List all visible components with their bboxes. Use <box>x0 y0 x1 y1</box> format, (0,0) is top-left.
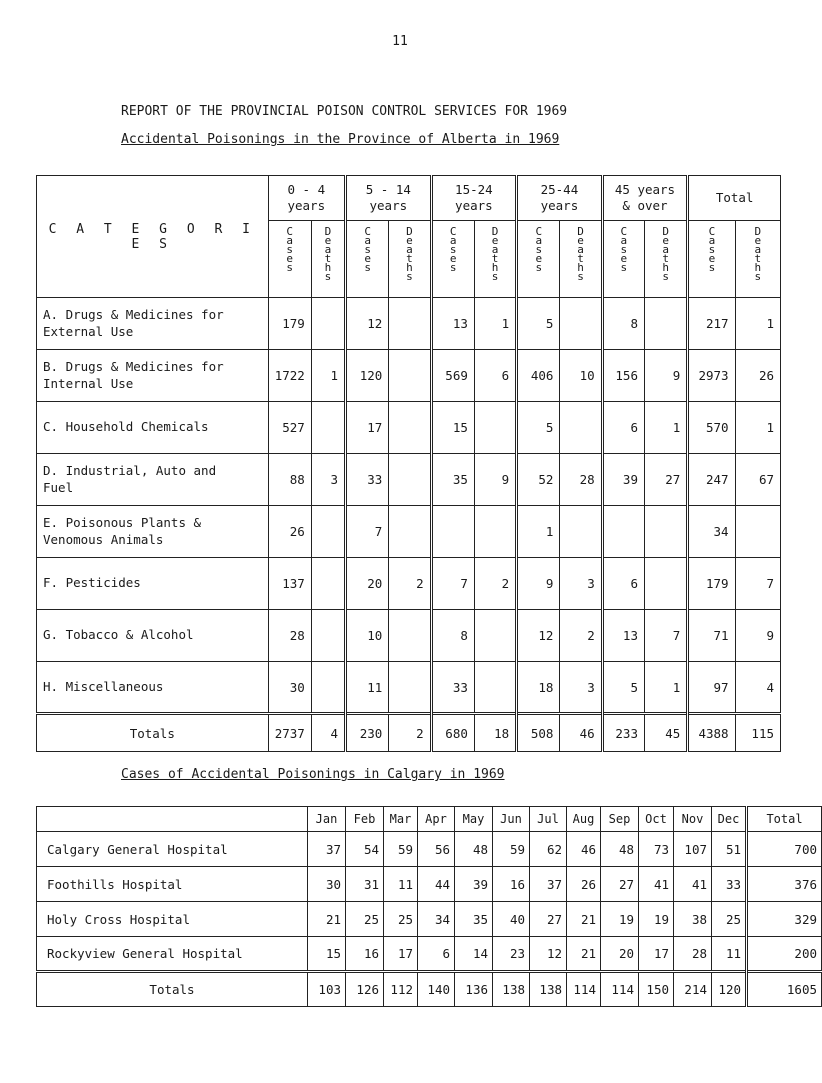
deaths-cell <box>644 298 687 350</box>
month-total-cell: 138 <box>493 972 530 1007</box>
deaths-cell: 10 <box>560 350 602 402</box>
total-cases-cell: 233 <box>602 714 644 752</box>
total-deaths-cell: 46 <box>560 714 602 752</box>
month-cell: 17 <box>384 937 418 972</box>
cases-cell: 15 <box>431 402 474 454</box>
deaths-cell: 6 <box>474 350 516 402</box>
total-deaths-cell: 45 <box>644 714 687 752</box>
deaths-cell <box>311 298 345 350</box>
month-total-cell: 103 <box>308 972 346 1007</box>
deaths-cell: 4 <box>735 662 780 714</box>
month-cell: 48 <box>455 832 493 867</box>
total-cases-cell: 4388 <box>688 714 735 752</box>
month-cell: 38 <box>674 902 712 937</box>
cases-cell: 18 <box>517 662 560 714</box>
month-total-cell: 136 <box>455 972 493 1007</box>
totals-label: Totals <box>37 972 308 1007</box>
cases-cell: 11 <box>346 662 389 714</box>
cases-cell: 5 <box>517 298 560 350</box>
poisonings-by-age-table <box>36 175 781 752</box>
month-cell: 40 <box>493 902 530 937</box>
cases-cell: 1 <box>517 506 560 558</box>
deaths-cell: 1 <box>735 298 780 350</box>
deaths-cell: 3 <box>560 662 602 714</box>
deaths-cell: 7 <box>644 610 687 662</box>
total-deaths-cell: 115 <box>735 714 780 752</box>
month-cell: 34 <box>418 902 455 937</box>
deaths-cell <box>389 298 431 350</box>
month-cell: 59 <box>384 832 418 867</box>
month-cell: 20 <box>601 937 639 972</box>
cases-cell: 2973 <box>688 350 735 402</box>
deaths-cell: 9 <box>735 610 780 662</box>
cases-cell: 9 <box>517 558 560 610</box>
month-cell: 31 <box>346 867 384 902</box>
deaths-cell: 9 <box>644 350 687 402</box>
month-cell: 27 <box>530 902 567 937</box>
category-row <box>37 454 781 506</box>
hospital-row <box>37 832 822 867</box>
deaths-cell <box>311 402 345 454</box>
deaths-cell: 2 <box>474 558 516 610</box>
age-group-header: 25-44 years <box>517 176 603 221</box>
deaths-cell: 27 <box>644 454 687 506</box>
month-cell: 21 <box>308 902 346 937</box>
age-group-header: 5 - 14 years <box>346 176 432 221</box>
month-cell: 19 <box>601 902 639 937</box>
cases-cell: 247 <box>688 454 735 506</box>
cases-cell: 28 <box>268 610 311 662</box>
month-cell: 19 <box>639 902 674 937</box>
category-row <box>37 662 781 714</box>
cases-cell: 12 <box>517 610 560 662</box>
hospital-name: Rockyview General Hospital <box>37 937 308 972</box>
month-header: Aug <box>567 807 601 832</box>
total-header: Total <box>747 807 822 832</box>
month-total-cell: 120 <box>712 972 747 1007</box>
deaths-cell <box>735 506 780 558</box>
cases-subheader: Cases <box>268 221 311 298</box>
category-label: F. Pesticides <box>37 558 269 610</box>
month-cell: 41 <box>674 867 712 902</box>
deaths-cell <box>311 662 345 714</box>
month-cell: 17 <box>639 937 674 972</box>
cases-cell: 179 <box>688 558 735 610</box>
month-cell: 11 <box>384 867 418 902</box>
deaths-cell <box>389 610 431 662</box>
totals-row <box>37 714 781 752</box>
cases-cell: 5 <box>517 402 560 454</box>
deaths-subheader: Deaths <box>644 221 687 298</box>
totals-label: Totals <box>37 714 269 752</box>
month-total-cell: 138 <box>530 972 567 1007</box>
month-cell: 56 <box>418 832 455 867</box>
month-cell: 25 <box>346 902 384 937</box>
deaths-cell <box>560 506 602 558</box>
age-group-header: 0 - 4 years <box>268 176 346 221</box>
deaths-cell: 3 <box>311 454 345 506</box>
month-total-cell: 114 <box>567 972 601 1007</box>
hospital-row <box>37 937 822 972</box>
cases-cell: 8 <box>431 610 474 662</box>
month-header: Feb <box>346 807 384 832</box>
deaths-cell <box>311 558 345 610</box>
category-row <box>37 506 781 558</box>
calgary-hospitals-table <box>36 806 822 1007</box>
category-row <box>37 350 781 402</box>
deaths-cell <box>389 506 431 558</box>
cases-subheader: Cases <box>688 221 735 298</box>
month-cell: 25 <box>712 902 747 937</box>
cases-cell: 7 <box>431 558 474 610</box>
month-cell: 73 <box>639 832 674 867</box>
month-header: Jan <box>308 807 346 832</box>
cases-subheader: Cases <box>346 221 389 298</box>
hospital-total-cell: 700 <box>747 832 822 867</box>
category-label: G. Tobacco & Alcohol <box>37 610 269 662</box>
category-row <box>37 298 781 350</box>
cases-cell: 5 <box>602 662 644 714</box>
hospital-total-cell: 329 <box>747 902 822 937</box>
category-row <box>37 558 781 610</box>
month-cell: 26 <box>567 867 601 902</box>
month-cell: 6 <box>418 937 455 972</box>
deaths-cell <box>389 662 431 714</box>
cases-cell: 17 <box>346 402 389 454</box>
hospital-row <box>37 902 822 937</box>
deaths-cell <box>311 610 345 662</box>
category-label: D. Industrial, Auto and Fuel <box>37 454 269 506</box>
month-cell: 21 <box>567 902 601 937</box>
month-header: Sep <box>601 807 639 832</box>
cases-cell: 10 <box>346 610 389 662</box>
hospital-header-blank <box>37 807 308 832</box>
deaths-cell <box>389 402 431 454</box>
category-label: A. Drugs & Medicines for External Use <box>37 298 269 350</box>
cases-cell: 97 <box>688 662 735 714</box>
cases-cell: 34 <box>688 506 735 558</box>
cases-cell: 33 <box>431 662 474 714</box>
total-deaths-cell: 18 <box>474 714 516 752</box>
month-header: Dec <box>712 807 747 832</box>
total-cases-cell: 680 <box>431 714 474 752</box>
totals-row <box>37 972 822 1007</box>
month-cell: 21 <box>567 937 601 972</box>
cases-cell: 8 <box>602 298 644 350</box>
total-group-header: Total <box>688 176 781 221</box>
month-cell: 11 <box>712 937 747 972</box>
deaths-cell: 1 <box>311 350 345 402</box>
deaths-cell: 1 <box>474 298 516 350</box>
cases-cell: 52 <box>517 454 560 506</box>
month-cell: 35 <box>455 902 493 937</box>
cases-subheader: Cases <box>602 221 644 298</box>
cases-cell: 30 <box>268 662 311 714</box>
deaths-cell <box>474 610 516 662</box>
month-cell: 41 <box>639 867 674 902</box>
deaths-cell <box>644 558 687 610</box>
deaths-cell: 1 <box>644 402 687 454</box>
deaths-cell: 2 <box>389 558 431 610</box>
cases-cell: 406 <box>517 350 560 402</box>
deaths-subheader: Deaths <box>389 221 431 298</box>
page-number: 11 <box>392 34 408 49</box>
month-header: Jun <box>493 807 530 832</box>
month-cell: 37 <box>530 867 567 902</box>
cases-cell: 569 <box>431 350 474 402</box>
deaths-cell <box>474 506 516 558</box>
cases-cell <box>431 506 474 558</box>
deaths-cell <box>389 454 431 506</box>
deaths-subheader: Deaths <box>735 221 780 298</box>
total-cases-cell: 2737 <box>268 714 311 752</box>
month-cell: 27 <box>601 867 639 902</box>
month-cell: 16 <box>493 867 530 902</box>
calgary-section-title: Cases of Accidental Poisonings in Calgary in 1969 <box>121 767 505 782</box>
deaths-cell: 9 <box>474 454 516 506</box>
cases-cell: 20 <box>346 558 389 610</box>
month-header: May <box>455 807 493 832</box>
month-cell: 46 <box>567 832 601 867</box>
deaths-cell: 1 <box>735 402 780 454</box>
month-cell: 59 <box>493 832 530 867</box>
deaths-cell: 28 <box>560 454 602 506</box>
report-subtitle: Accidental Poisonings in the Province of Alberta in 1969 <box>121 132 560 147</box>
month-header: Apr <box>418 807 455 832</box>
hospital-name: Holy Cross Hospital <box>37 902 308 937</box>
month-total-cell: 140 <box>418 972 455 1007</box>
category-row <box>37 402 781 454</box>
cases-cell: 7 <box>346 506 389 558</box>
month-cell: 37 <box>308 832 346 867</box>
hospital-name: Calgary General Hospital <box>37 832 308 867</box>
deaths-cell <box>474 662 516 714</box>
month-cell: 48 <box>601 832 639 867</box>
category-label: B. Drugs & Medicines for Internal Use <box>37 350 269 402</box>
cases-cell: 527 <box>268 402 311 454</box>
category-label: H. Miscellaneous <box>37 662 269 714</box>
month-cell: 14 <box>455 937 493 972</box>
deaths-cell: 7 <box>735 558 780 610</box>
age-group-header: 15-24 years <box>431 176 517 221</box>
month-total-cell: 114 <box>601 972 639 1007</box>
hospital-total-cell: 200 <box>747 937 822 972</box>
month-cell: 51 <box>712 832 747 867</box>
hospital-row <box>37 867 822 902</box>
cases-cell: 12 <box>346 298 389 350</box>
deaths-cell <box>311 506 345 558</box>
cases-cell: 137 <box>268 558 311 610</box>
cases-cell: 1722 <box>268 350 311 402</box>
deaths-cell: 2 <box>560 610 602 662</box>
category-label: E. Poisonous Plants & Venomous Animals <box>37 506 269 558</box>
month-header: Oct <box>639 807 674 832</box>
deaths-cell <box>474 402 516 454</box>
month-cell: 16 <box>346 937 384 972</box>
month-cell: 12 <box>530 937 567 972</box>
deaths-cell <box>389 350 431 402</box>
category-row <box>37 610 781 662</box>
total-deaths-cell: 2 <box>389 714 431 752</box>
month-cell: 54 <box>346 832 384 867</box>
month-header: Mar <box>384 807 418 832</box>
cases-cell: 13 <box>431 298 474 350</box>
month-cell: 62 <box>530 832 567 867</box>
month-header: Nov <box>674 807 712 832</box>
deaths-subheader: Deaths <box>560 221 602 298</box>
month-header: Jul <box>530 807 567 832</box>
month-cell: 23 <box>493 937 530 972</box>
month-cell: 25 <box>384 902 418 937</box>
cases-cell: 217 <box>688 298 735 350</box>
deaths-cell: 1 <box>644 662 687 714</box>
cases-cell: 120 <box>346 350 389 402</box>
deaths-cell <box>560 402 602 454</box>
cases-cell: 156 <box>602 350 644 402</box>
cases-cell: 6 <box>602 558 644 610</box>
cases-cell: 71 <box>688 610 735 662</box>
cases-cell: 13 <box>602 610 644 662</box>
month-cell: 44 <box>418 867 455 902</box>
month-total-cell: 112 <box>384 972 418 1007</box>
cases-cell: 39 <box>602 454 644 506</box>
total-cases-cell: 230 <box>346 714 389 752</box>
age-group-header: 45 years & over <box>602 176 688 221</box>
month-cell: 28 <box>674 937 712 972</box>
month-cell: 39 <box>455 867 493 902</box>
cases-cell: 570 <box>688 402 735 454</box>
cases-cell: 88 <box>268 454 311 506</box>
month-cell: 15 <box>308 937 346 972</box>
total-deaths-cell: 4 <box>311 714 345 752</box>
cases-cell: 33 <box>346 454 389 506</box>
month-cell: 33 <box>712 867 747 902</box>
deaths-cell <box>560 298 602 350</box>
category-label: C. Household Chemicals <box>37 402 269 454</box>
deaths-cell <box>644 506 687 558</box>
report-title: REPORT OF THE PROVINCIAL POISON CONTROL SERVICES FOR 1969 <box>121 104 568 119</box>
cases-subheader: Cases <box>517 221 560 298</box>
month-cell: 30 <box>308 867 346 902</box>
cases-cell <box>602 506 644 558</box>
hospital-name: Foothills Hospital <box>37 867 308 902</box>
categories-header: C A T E G O R I E S <box>37 176 269 298</box>
cases-cell: 35 <box>431 454 474 506</box>
grand-total-cell: 1605 <box>747 972 822 1007</box>
month-total-cell: 126 <box>346 972 384 1007</box>
month-total-cell: 214 <box>674 972 712 1007</box>
cases-cell: 179 <box>268 298 311 350</box>
deaths-cell: 67 <box>735 454 780 506</box>
deaths-subheader: Deaths <box>474 221 516 298</box>
hospital-total-cell: 376 <box>747 867 822 902</box>
deaths-subheader: Deaths <box>311 221 345 298</box>
cases-cell: 26 <box>268 506 311 558</box>
cases-cell: 6 <box>602 402 644 454</box>
cases-subheader: Cases <box>431 221 474 298</box>
total-cases-cell: 508 <box>517 714 560 752</box>
month-cell: 107 <box>674 832 712 867</box>
deaths-cell: 26 <box>735 350 780 402</box>
deaths-cell: 3 <box>560 558 602 610</box>
month-total-cell: 150 <box>639 972 674 1007</box>
